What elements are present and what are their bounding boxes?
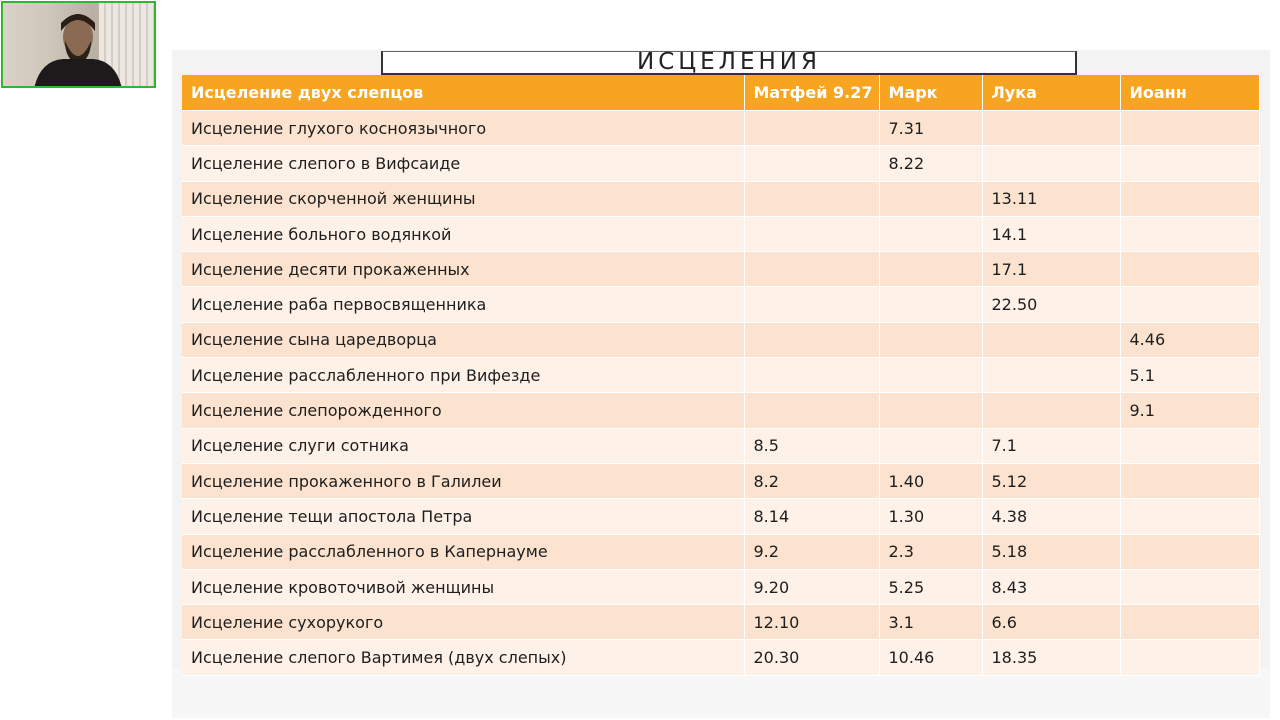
table-row bbox=[182, 605, 1259, 640]
table-row bbox=[182, 111, 1259, 146]
table-cell: 4.38 bbox=[982, 499, 1120, 534]
table-cell: Исцеление слепорожденного bbox=[182, 393, 744, 428]
table-cell: Исцеление тещи апостола Петра bbox=[182, 499, 744, 534]
table-row bbox=[182, 569, 1259, 604]
table-cell: 9.1 bbox=[1120, 393, 1259, 428]
table-cell bbox=[982, 146, 1120, 181]
table-cell: Исцеление расслабленного при Вифезде bbox=[182, 358, 744, 393]
table-cell: Исцеление слуги сотника bbox=[182, 428, 744, 463]
table-cell: Исцеление слепого в Вифсаиде bbox=[182, 146, 744, 181]
table-cell: 13.11 bbox=[982, 181, 1120, 216]
table-cell bbox=[744, 216, 879, 251]
table-cell: 9.20 bbox=[744, 569, 879, 604]
table-cell: 5.1 bbox=[1120, 358, 1259, 393]
table-cell: Исцеление слепого Вартимея (двух слепых) bbox=[182, 640, 744, 675]
table-cell bbox=[1120, 534, 1259, 569]
table-cell bbox=[1120, 569, 1259, 604]
table-cell bbox=[879, 428, 982, 463]
table-row bbox=[182, 358, 1259, 393]
table-cell bbox=[982, 322, 1120, 357]
table-cell: 3.1 bbox=[879, 605, 982, 640]
table-cell: 22.50 bbox=[982, 287, 1120, 322]
table-cell: Исцеление скорченной женщины bbox=[182, 181, 744, 216]
table-cell: 7.31 bbox=[879, 111, 982, 146]
table-cell bbox=[1120, 146, 1259, 181]
table-cell: Исцеление сухорукого bbox=[182, 605, 744, 640]
table-cell bbox=[1120, 428, 1259, 463]
table-cell: 6.6 bbox=[982, 605, 1120, 640]
table-cell: 8.5 bbox=[744, 428, 879, 463]
table-cell: 1.40 bbox=[879, 463, 982, 498]
table-cell bbox=[1120, 252, 1259, 287]
table-cell: 17.1 bbox=[982, 252, 1120, 287]
table-cell: 1.30 bbox=[879, 499, 982, 534]
healings-table bbox=[182, 75, 1260, 676]
table-row bbox=[182, 322, 1259, 357]
table-cell: 4.46 bbox=[1120, 322, 1259, 357]
table-header-row bbox=[182, 75, 1259, 111]
table-row bbox=[182, 499, 1259, 534]
table-cell: 18.35 bbox=[982, 640, 1120, 675]
table-row bbox=[182, 146, 1259, 181]
header-cell: Матфей 9.27 bbox=[744, 75, 879, 111]
table-cell bbox=[1120, 605, 1259, 640]
table-cell: Исцеление сына царедворца bbox=[182, 322, 744, 357]
table-cell bbox=[879, 287, 982, 322]
table-cell bbox=[744, 358, 879, 393]
table-cell: 9.2 bbox=[744, 534, 879, 569]
table-cell bbox=[744, 252, 879, 287]
table-row bbox=[182, 252, 1259, 287]
table-cell bbox=[879, 181, 982, 216]
table-row bbox=[182, 181, 1259, 216]
table-cell bbox=[1120, 181, 1259, 216]
table-cell bbox=[879, 252, 982, 287]
presenter-figure-icon bbox=[33, 9, 123, 88]
table-cell bbox=[744, 111, 879, 146]
table-cell bbox=[982, 393, 1120, 428]
table-cell: Исцеление десяти прокаженных bbox=[182, 252, 744, 287]
table-cell bbox=[1120, 111, 1259, 146]
table-cell: Исцеление больного водянкой bbox=[182, 216, 744, 251]
table-cell bbox=[744, 181, 879, 216]
slide-title: ИСЦЕЛЕНИЯ bbox=[637, 49, 821, 75]
table-row bbox=[182, 640, 1259, 675]
table-cell: 5.25 bbox=[879, 569, 982, 604]
table-cell bbox=[982, 111, 1120, 146]
table-cell bbox=[982, 358, 1120, 393]
presenter-webcam-video[interactable] bbox=[1, 1, 156, 88]
table-cell: Исцеление прокаженного в Галилеи bbox=[182, 463, 744, 498]
table-cell bbox=[744, 393, 879, 428]
table-cell: 14.1 bbox=[982, 216, 1120, 251]
table-cell: Исцеление раба первосвященника bbox=[182, 287, 744, 322]
table-cell: 5.18 bbox=[982, 534, 1120, 569]
header-cell: Иоанн bbox=[1120, 75, 1259, 111]
table-row bbox=[182, 393, 1259, 428]
table-cell: 12.10 bbox=[744, 605, 879, 640]
slide-title-box bbox=[381, 51, 1077, 75]
header-cell: Лука bbox=[982, 75, 1120, 111]
table-cell bbox=[1120, 287, 1259, 322]
table-cell bbox=[1120, 463, 1259, 498]
table-cell: 7.1 bbox=[982, 428, 1120, 463]
table-cell: 8.14 bbox=[744, 499, 879, 534]
header-cell: Марк bbox=[879, 75, 982, 111]
table-cell: 10.46 bbox=[879, 640, 982, 675]
table-cell bbox=[1120, 640, 1259, 675]
table-cell: 8.22 bbox=[879, 146, 982, 181]
table-cell bbox=[879, 358, 982, 393]
table-cell: 20.30 bbox=[744, 640, 879, 675]
table-cell: 2.3 bbox=[879, 534, 982, 569]
table-cell: Исцеление глухого косноязычного bbox=[182, 111, 744, 146]
table-row bbox=[182, 216, 1259, 251]
table-row bbox=[182, 463, 1259, 498]
table-cell bbox=[879, 393, 982, 428]
table-cell: 8.2 bbox=[744, 463, 879, 498]
table-cell bbox=[879, 322, 982, 357]
table-cell: 8.43 bbox=[982, 569, 1120, 604]
table-cell: Исцеление расслабленного в Капернауме bbox=[182, 534, 744, 569]
table-cell bbox=[879, 216, 982, 251]
table-cell bbox=[744, 322, 879, 357]
table-cell bbox=[744, 146, 879, 181]
table-cell: Исцеление кровоточивой женщины bbox=[182, 569, 744, 604]
table-cell: 5.12 bbox=[982, 463, 1120, 498]
header-cell: Исцеление двух слепцов bbox=[182, 75, 744, 111]
table-row bbox=[182, 287, 1259, 322]
table-cell bbox=[1120, 216, 1259, 251]
table-row bbox=[182, 428, 1259, 463]
table-cell bbox=[744, 287, 879, 322]
table-cell bbox=[1120, 499, 1259, 534]
table-row bbox=[182, 534, 1259, 569]
